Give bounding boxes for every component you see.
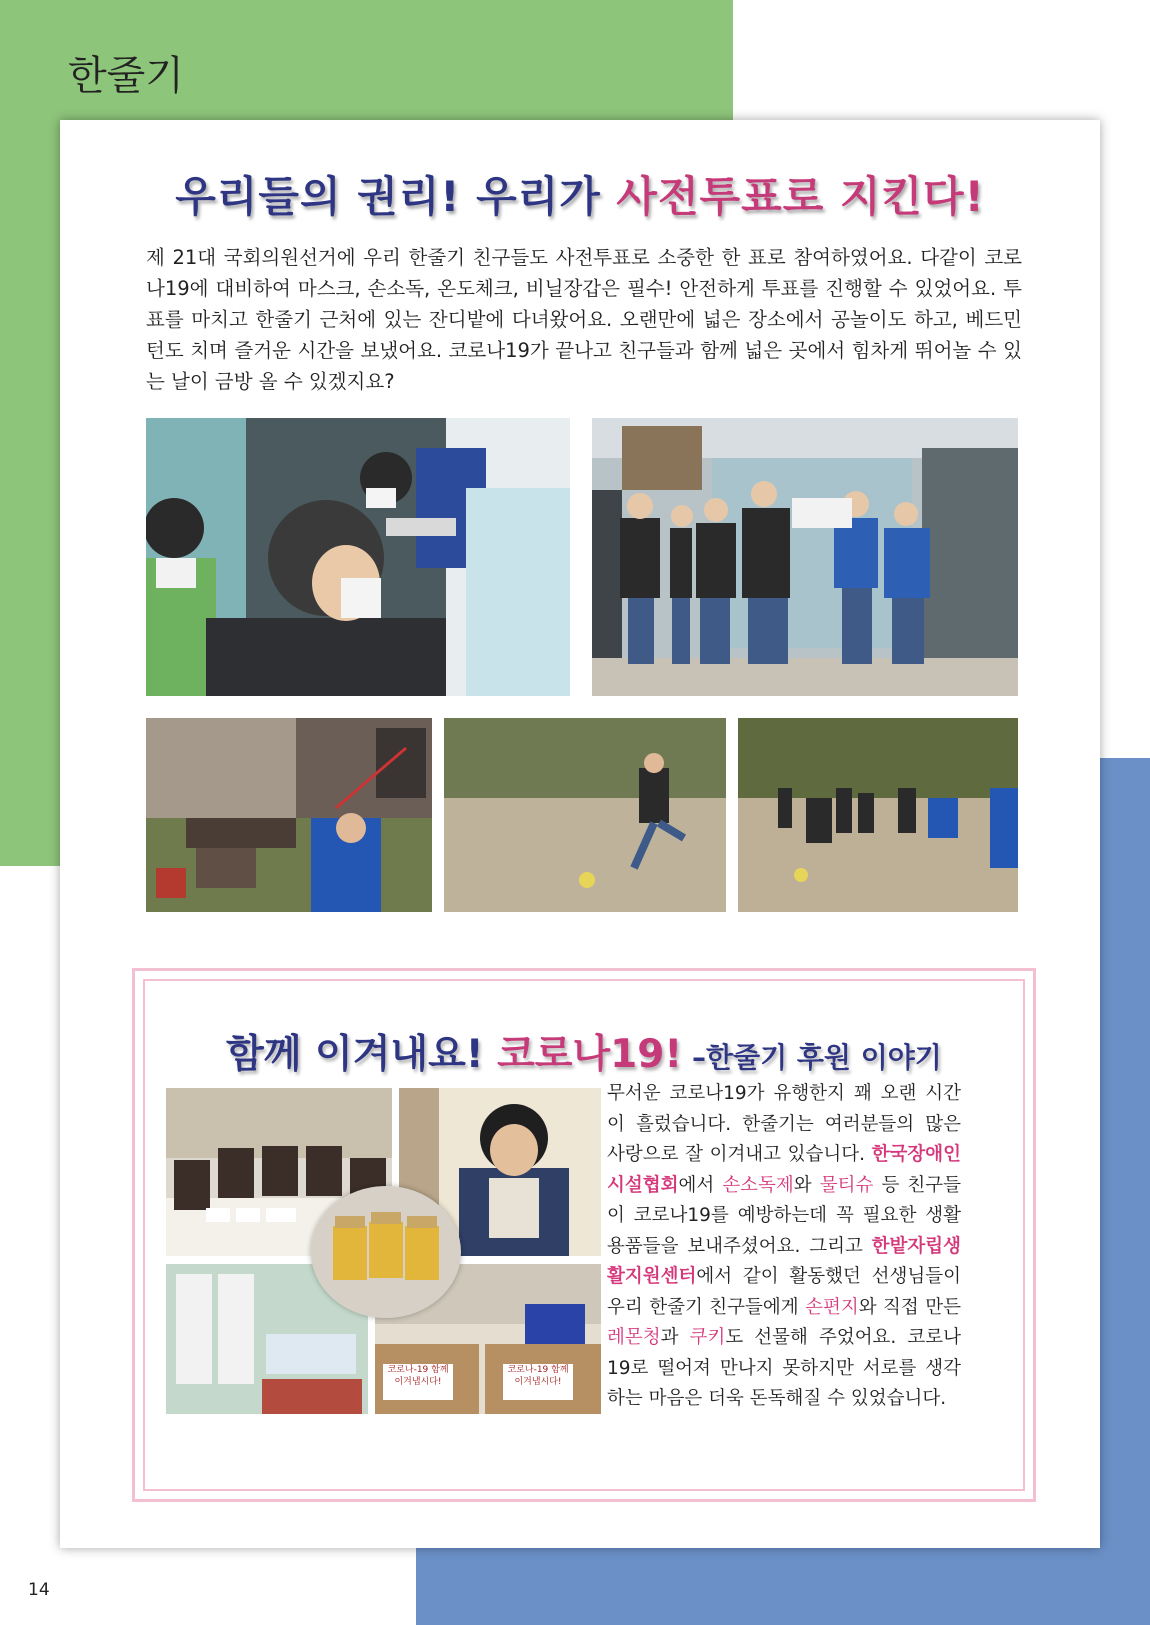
story-text-8: 도 선물해 주었어요. 코로나19로 떨어져 만나지 못하지만 서로를 생각하는 마음은 더욱 돈독해질 수 있었습니다.: [607, 1327, 961, 1409]
article2-title-part2: 코로나19!: [497, 1032, 683, 1077]
story-highlight-1: 한국장애인시설협회: [607, 1144, 961, 1196]
article2-title: [135, 1023, 1033, 1079]
story-text-7: 과: [660, 1327, 690, 1348]
photo-lemon-jars: [311, 1186, 461, 1318]
story-text-5: 에서 같이 활동했던 선생님들이 우리 한줄기 친구들에게: [607, 1266, 961, 1318]
story-highlight-3: 물티슈: [819, 1174, 874, 1196]
article2-title-part1: 함께 이겨내요!: [226, 1032, 498, 1077]
photo-soccer-kick: [444, 718, 726, 912]
story-highlight-2: 손소독제: [722, 1174, 794, 1196]
article1-body: 제 21대 국회의원선거에 우리 한줄기 친구들도 사전투표로 소중한 한 표로 참여하였어요. 다같이 코로나19에 대비하여 마스크, 손소독, 온도체크, 비닐장갑은 필수! 안전하게 투표를 진행할 수 있었어요. 투표를 마치고 한줄기 근처에 있는 잔디밭에 다녀왔어요. 오랜만에 넓은 장소에서 공놀이도 하고, 베드민턴도 치며 즐거운 시간을 보냈어요. 코로나19가 끝나고 친구들과 함께 넓은 곳에서 힘차게 뛰어놀 수 있는 날이 금방 올 수 있겠지요?: [146, 246, 1022, 393]
section-name: 한줄기: [68, 53, 184, 99]
article1-title-part1: 우리들의 권리! 우리가: [175, 172, 617, 221]
story-text-1: 무서운 코로나19가 유행한지 꽤 오랜 시간이 흘렀습니다. 한줄기는 여러분들의 많은 사랑으로 잘 이겨내고 있습니다.: [607, 1083, 961, 1165]
story-highlight-6: 레몬청: [607, 1327, 661, 1348]
story-highlight-4: 한밭자립생활지원센터: [607, 1235, 961, 1287]
story-text-6: 와 직접 만든: [858, 1296, 961, 1318]
story-text-2: 에서: [678, 1174, 723, 1196]
article2-title-sub: –한줄기 후원 이야기: [682, 1041, 942, 1074]
content-card: [60, 120, 1100, 1548]
box-label-left: 코로나-19 함께 이겨냅시다!: [387, 1365, 449, 1387]
photo-badminton: [146, 718, 432, 912]
photo-temperature-check: [146, 418, 570, 696]
article1-title: [60, 164, 1100, 224]
story-text-4: 등 친구들이 코로나19를 예방하는데 꼭 필요한 생활용품들을 보내주셨어요. 그리고: [607, 1174, 962, 1257]
article1-title-part2: 사전투표로 지킨다!: [616, 172, 985, 221]
article2-body: [607, 1079, 961, 1415]
article2-frame: [132, 968, 1036, 1502]
photo-group-playing: [738, 718, 1018, 912]
box-label-right: 코로나-19 함께 이겨냅시다!: [507, 1365, 569, 1387]
story-highlight-7: 쿠키: [689, 1327, 726, 1348]
photo-group-polling-station: [592, 418, 1018, 696]
story-highlight-5: 손편지: [805, 1296, 859, 1318]
page-number: 14: [28, 1580, 50, 1600]
story-text-3: 와: [793, 1174, 820, 1196]
